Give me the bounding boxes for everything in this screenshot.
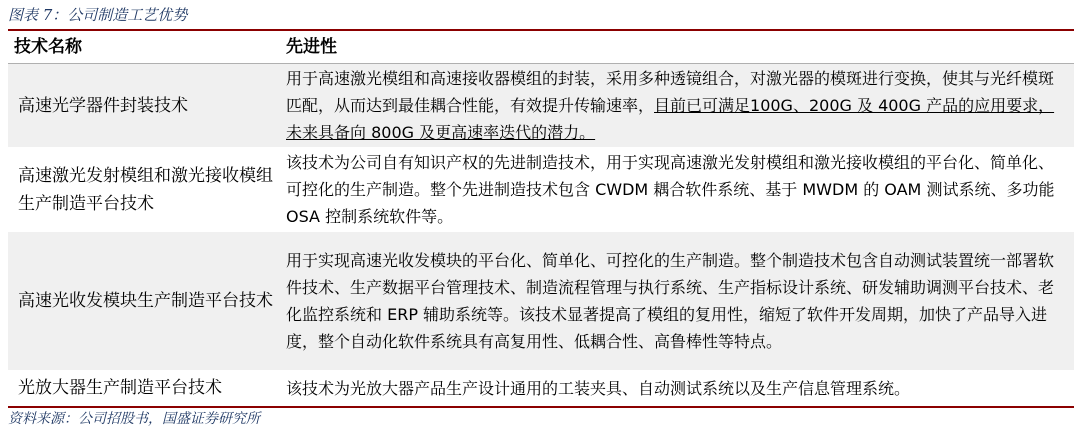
table-header-row	[8, 33, 1074, 64]
advantage-table	[8, 33, 1074, 406]
tech-name-cell: 高速光学器件封装技术	[8, 64, 280, 148]
tech-name-cell: 光放大器生产制造平台技术	[8, 371, 280, 406]
tech-name-cell: 高速激光发射模组和激光接收模组生产制造平台技术	[8, 148, 280, 232]
advantage-cell: 该技术为公司自有知识产权的先进制造技术，用于实现高速激光发射模组和激光接收模组的平台化、简单化、可控化的生产制造。整个先进制造技术包含 CWDM 耦合软件系统、基于 MWDM 的 OAM 测试系统、多功能 OSA 控制系统软件等。	[280, 148, 1074, 232]
top-rule	[8, 29, 1074, 31]
advantage-cell	[280, 64, 1074, 148]
table-row	[8, 64, 1074, 148]
figure-caption: 图表 7：公司制造工艺优势	[8, 6, 188, 24]
advantage-cell: 该技术为光放大器产品生产设计通用的工装夹具、自动测试系统以及生产信息管理系统。	[280, 371, 1074, 406]
table-row	[8, 148, 1074, 232]
advantage-underlined-text: 目前已可满足100G、200G 及 400G 产品的应用要求，未来具备向 800G 及更高速率迭代的潜力。	[286, 96, 1055, 142]
table-row	[8, 232, 1074, 371]
source-note: 资料来源：公司招股书，国盛证券研究所	[8, 411, 260, 427]
header-advantage: 先进性	[280, 33, 1074, 64]
advantage-text: 用于高速激光模组和高速接收器模组的封装，采用多种透镜组合，对激光器的模斑进行变换，使其与光纤模斑匹配，从而达到最佳耦合性能，有效提升传输速率，	[286, 69, 1055, 115]
advantage-cell: 用于实现高速光收发模块的平台化、简单化、可控化的生产制造。整个制造技术包含自动测试装置统一部署软件技术、生产数据平台管理技术、制造流程管理与执行系统、生产指标设计系统、研发辅助调测平台技术、老化监控系统和 ERP 辅助系统等。该技术显著提高了模组的复用性，缩短了软件开发周期，加快了产品导入进度，整个自动化软件系统具有高复用性、低耦合性、高鲁棒性等特点。	[280, 232, 1074, 371]
header-tech-name: 技术名称	[8, 33, 280, 64]
tech-name-cell: 高速光收发模块生产制造平台技术	[8, 232, 280, 371]
table-row	[8, 371, 1074, 406]
bottom-rule	[8, 406, 1074, 408]
